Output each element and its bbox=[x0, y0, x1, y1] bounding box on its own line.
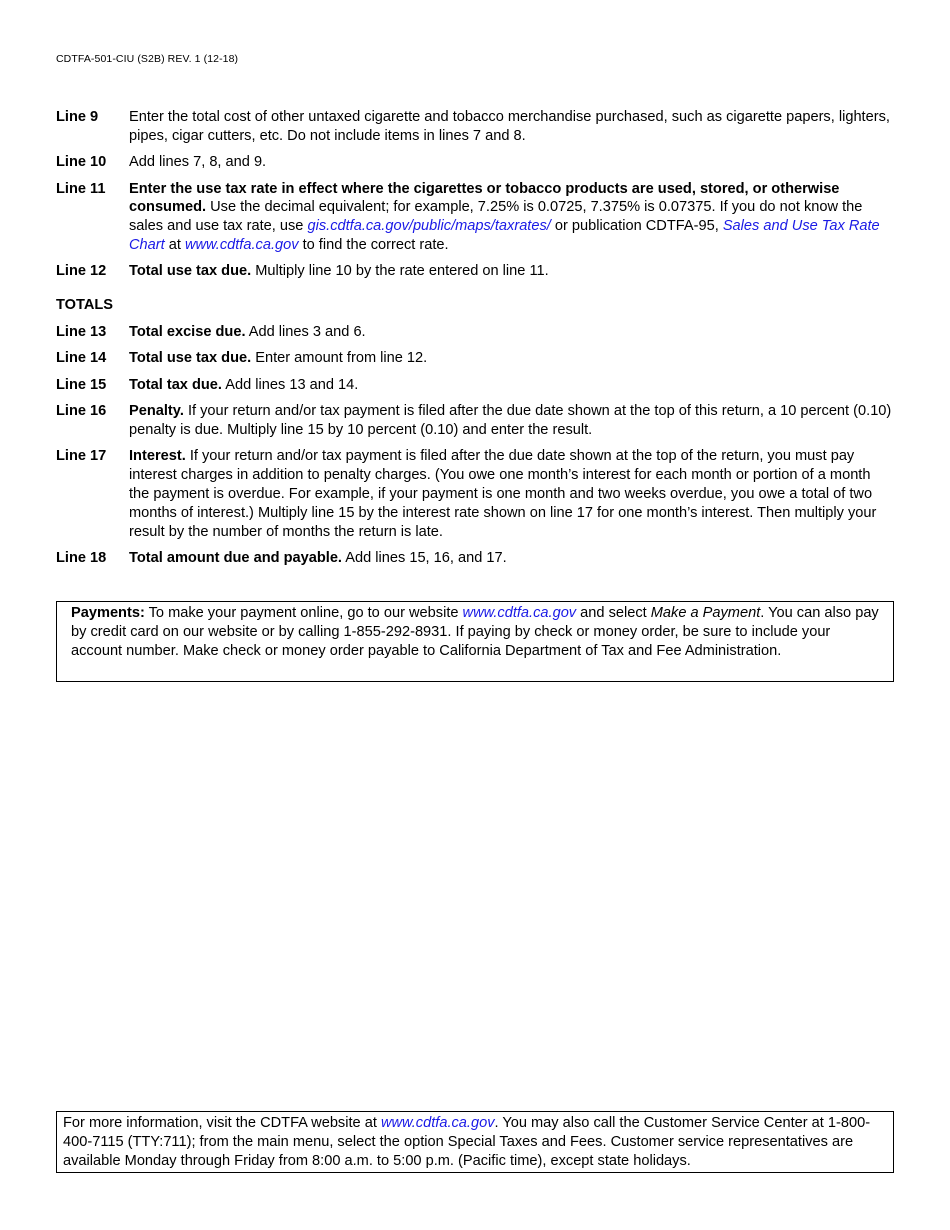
line-9 bbox=[56, 108, 894, 146]
line-label: Line 14 bbox=[56, 350, 107, 367]
payments-text-segment: and select bbox=[576, 605, 651, 621]
line-17 bbox=[56, 447, 894, 541]
line-heading: Total tax due. bbox=[129, 376, 222, 393]
line-label: Line 11 bbox=[56, 180, 106, 197]
line-description bbox=[129, 376, 894, 395]
line-heading: Total excise due. bbox=[129, 323, 246, 340]
info-text-segment: . You may also call the Customer Service Center at 1-800-400-7115 (TTY:711); from the main menu, select the option Special Taxes and Fees. Customer service representatives are available Monday through Friday from 8:00 a.m. to 5:00 p.m. (Pacific time), except state holidays. bbox=[63, 1115, 871, 1169]
line-text-segment: to find the correct rate. bbox=[298, 236, 449, 253]
line-text-segment: Add lines 13 and 14. bbox=[221, 376, 359, 393]
line-label: Line 18 bbox=[56, 549, 107, 566]
line-12 bbox=[56, 262, 894, 281]
line-label: Line 17 bbox=[56, 448, 107, 465]
tax-rates-map-link[interactable]: gis.cdtfa.ca.gov/public/maps/taxrates/ bbox=[307, 218, 551, 235]
line-text-segment: Add lines 15, 16, and 17. bbox=[341, 549, 507, 566]
line-text-segment: Enter amount from line 12. bbox=[251, 350, 428, 367]
line-label: Line 10 bbox=[56, 154, 107, 171]
line-text-segment: If your return and/or tax payment is filed after the due date shown at the top of this return, a 10 percent (0.10) penalty is due. Multiply line 15 by 10 percent (0.10) and enter the result. bbox=[129, 403, 892, 438]
line-heading: Total amount due and payable. bbox=[129, 549, 342, 566]
cdtfa-website-link[interactable]: www.cdtfa.ca.gov bbox=[184, 236, 299, 253]
line-10 bbox=[56, 153, 894, 172]
more-information-box bbox=[56, 1111, 894, 1173]
line-16 bbox=[56, 402, 894, 440]
payments-box bbox=[56, 601, 894, 682]
payments-text-segment: To make your payment online, go to our website bbox=[144, 605, 463, 621]
line-label: Line 9 bbox=[56, 109, 99, 125]
info-text-segment: For more information, visit the CDTFA website at bbox=[63, 1115, 381, 1131]
form-id: CDTFA-501-CIU (S2B) REV. 1 (12-18) bbox=[56, 53, 239, 65]
line-description: Enter the total cost of other untaxed cigarette and tobacco merchandise purchased, such as cigarette papers, lighters, pipes, cigar cutters, etc. Do not include items in lines 7 and 8. bbox=[129, 109, 890, 144]
line-label: Line 12 bbox=[56, 263, 107, 280]
line-description bbox=[129, 349, 894, 368]
line-text-segment: Multiply line 10 by the rate entered on line 11. bbox=[251, 263, 549, 280]
line-description bbox=[129, 180, 894, 255]
line-description bbox=[129, 402, 894, 440]
line-heading: Total use tax due. bbox=[129, 263, 252, 280]
line-label: Line 16 bbox=[56, 403, 107, 420]
cdtfa-website-link[interactable]: www.cdtfa.ca.gov bbox=[462, 605, 577, 621]
line-text-segment: If your return and/or tax payment is filed after the due date shown at the top of the return, you must pay interest charges in addition to penalty charges. (You owe one month’s interest for each month or portion of a month the payment is overdue. For example, if your payment is one month and two weeks overdue, you owe a total of two months of interest.) Multiply line 15 by the interest rate shown on line 17 for one month’s interest. Then multiply your result by the number of months the return is late. bbox=[129, 448, 877, 540]
line-text-segment: or publication CDTFA-95, bbox=[550, 218, 723, 235]
make-a-payment-label: Make a Payment bbox=[650, 605, 761, 621]
line-13 bbox=[56, 323, 894, 342]
line-11 bbox=[56, 180, 894, 255]
cdtfa-website-link[interactable]: www.cdtfa.ca.gov bbox=[380, 1115, 495, 1131]
line-text-segment: Add lines 3 and 6. bbox=[245, 323, 366, 340]
line-description: Add lines 7, 8, and 9. bbox=[129, 154, 267, 171]
line-15 bbox=[56, 376, 894, 395]
line-description bbox=[129, 549, 894, 568]
line-heading: Interest. bbox=[129, 448, 186, 465]
line-text-segment: Use the decimal equivalent; for example, 7.25% is 0.0725, 7.375% is 0.07375. If you do not know the sales and use tax rate, use bbox=[129, 199, 863, 235]
line-text-segment: at bbox=[164, 236, 185, 253]
line-description bbox=[129, 323, 894, 342]
payments-text-segment: . You can also pay by credit card on our website or by calling 1-855-292-8931. If paying by check or money order, be sure to include your account number. Make check or money order payable to California Department of Tax and Fee Administration. bbox=[71, 605, 879, 659]
tax-rate-chart-link[interactable]: Sales and Use Tax Rate Chart bbox=[129, 218, 880, 253]
line-heading: Enter the use tax rate in effect where the cigarettes or tobacco products are used, stored, or otherwise consumed. bbox=[129, 180, 840, 216]
totals-heading: TOTALS bbox=[56, 297, 114, 314]
line-instructions bbox=[56, 108, 894, 575]
payments-heading: Payments: bbox=[71, 605, 145, 621]
line-heading: Penalty. bbox=[129, 403, 184, 420]
line-18 bbox=[56, 549, 894, 568]
line-heading: Total use tax due. bbox=[129, 350, 252, 367]
line-label: Line 15 bbox=[56, 376, 107, 393]
line-description bbox=[129, 262, 894, 281]
line-label: Line 13 bbox=[56, 323, 107, 340]
line-description bbox=[129, 447, 894, 541]
line-14 bbox=[56, 349, 894, 368]
